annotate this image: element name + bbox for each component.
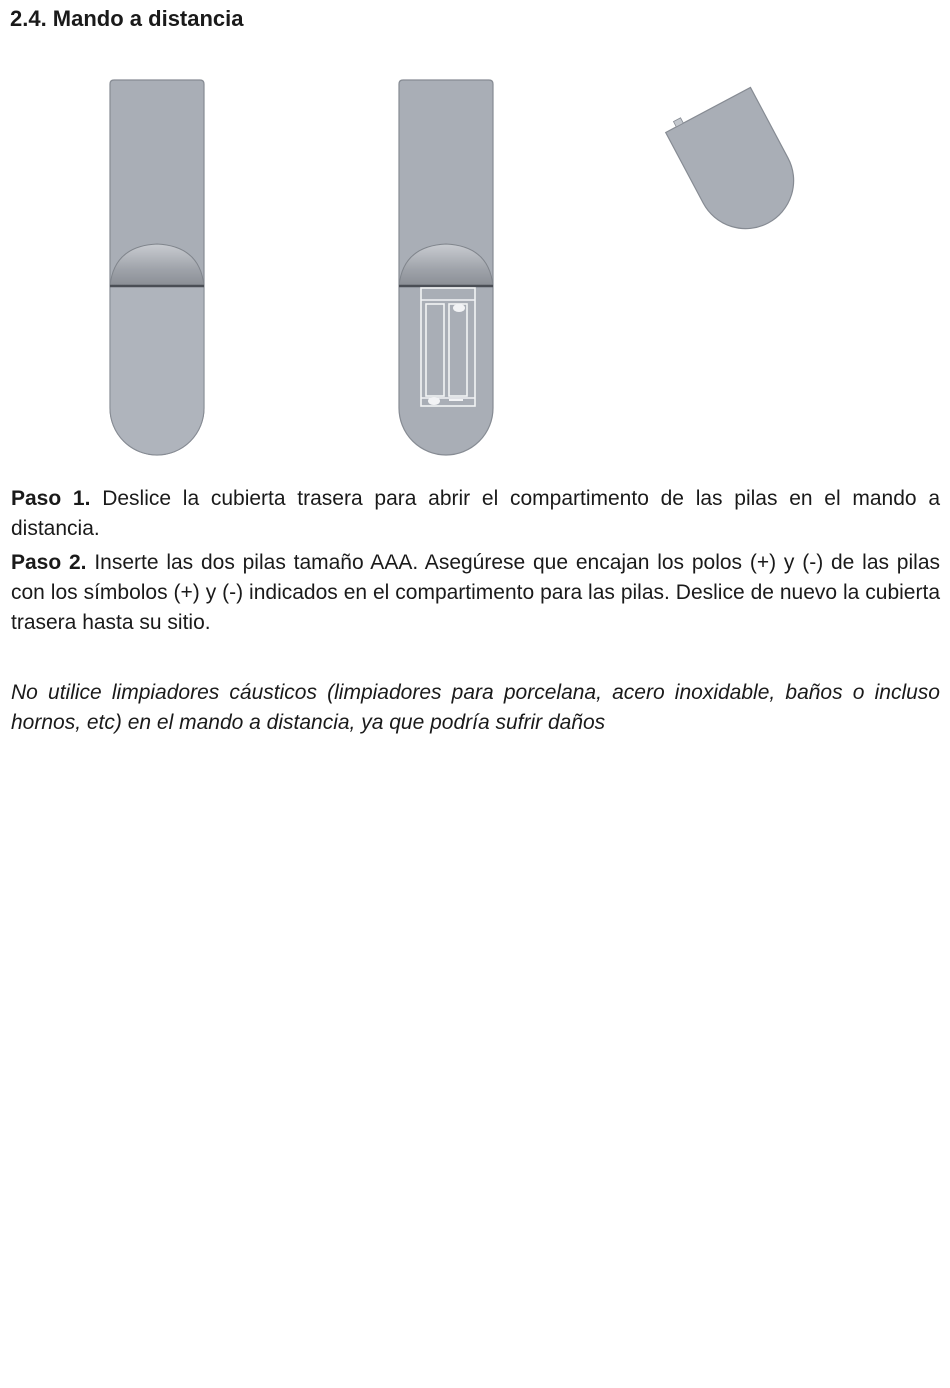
step-1-text: Deslice la cubierta trasera para abrir el compartimento de las pilas en el mando a distancia. xyxy=(11,487,941,540)
remote-open-illustration xyxy=(389,70,504,460)
cover-piece xyxy=(666,87,811,245)
step-1-label: Paso 1. xyxy=(11,487,91,510)
remote-illustrations xyxy=(0,70,950,470)
step-1-paragraph xyxy=(11,484,940,544)
step-2-text: Inserte las dos pilas tamaño AAA. Asegúrese que encajan los polos (+) y (-) de las pilas con los símbolos (+) y (-) indicados en el compartimento para las pilas. Deslice de nuevo la cubierta trasera hasta su sitio. xyxy=(11,551,940,634)
cleaning-warning: No utilice limpiadores cáusticos (limpiadores para porcelana, acero inoxidable, baños o incluso hornos, etc) en el mando a distancia, ya que podría sufrir daños xyxy=(11,681,940,734)
remote-closed-illustration xyxy=(100,70,215,460)
step-2-paragraph xyxy=(11,548,940,638)
battery-contact-icon xyxy=(428,397,440,405)
sliding-cover xyxy=(110,286,204,455)
back-cover-illustration xyxy=(660,70,820,270)
battery-contact-icon xyxy=(453,304,465,312)
step-2-label: Paso 2. xyxy=(11,551,87,574)
section-title: 2.4. Mando a distancia xyxy=(10,6,244,31)
